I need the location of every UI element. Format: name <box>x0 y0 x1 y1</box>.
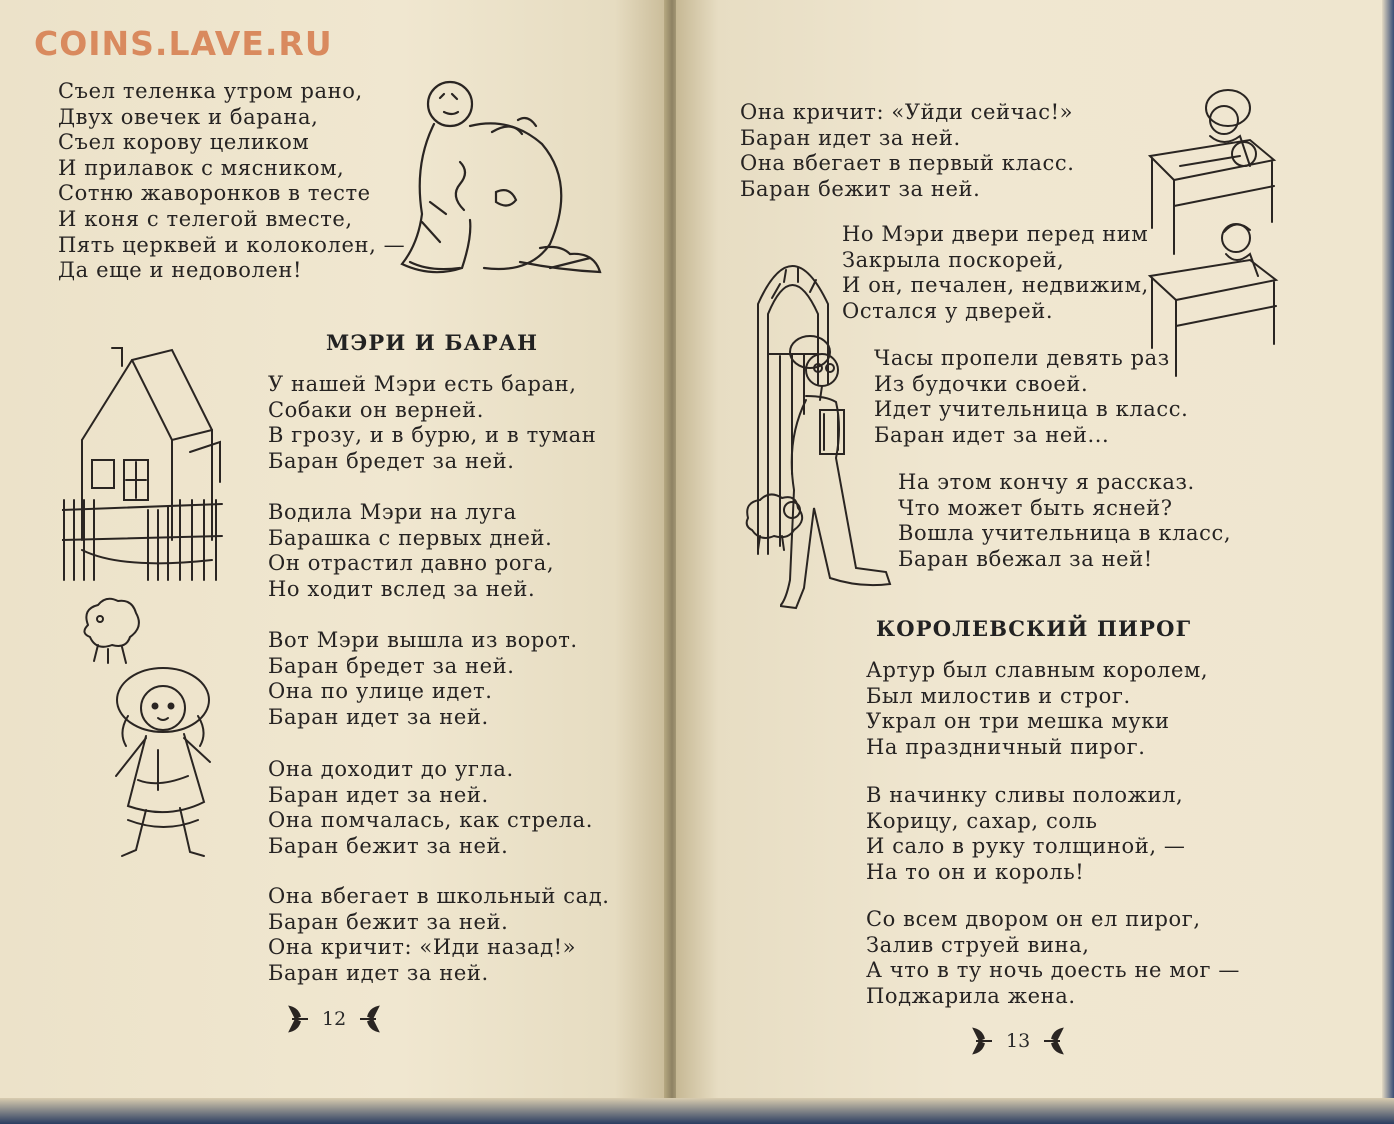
left-page <box>0 0 668 1124</box>
poem2-stanza <box>268 372 596 474</box>
verse-line: Закрыла поскорей, <box>842 247 1065 272</box>
poem2-stanza <box>268 884 610 986</box>
verse-line: Баран бредет за ней. <box>268 653 515 678</box>
verse-line: Баран идет за ней. <box>268 782 489 807</box>
sprig-right-icon <box>358 1005 380 1033</box>
verse-line: Съел теленка утром рано, <box>58 79 363 103</box>
page-number <box>972 1027 1064 1055</box>
poem-title: МЭРИ И БАРАН <box>326 330 539 355</box>
verse-line: Водила Мэри на луга <box>268 500 517 524</box>
verse-line: Она кричит: «Иди назад!» <box>268 935 577 960</box>
poem3-stanza <box>866 907 1240 1009</box>
poem-title: КОРОЛЕВСКИЙ ПИРОГ <box>876 616 1192 641</box>
sprig-right-icon <box>1042 1027 1064 1055</box>
verse-line: Был милостив и строг. <box>866 683 1131 708</box>
verse-line: И он, печален, недвижим, <box>842 273 1149 298</box>
poem2-stanza <box>898 470 1231 572</box>
verse-line: Сотню жаворонков в тесте <box>58 181 371 206</box>
verse-line: Она помчалась, как стрела. <box>268 808 594 833</box>
verse-line: Часы пропели девять раз <box>874 346 1170 370</box>
verse-line: Собаки он верней. <box>268 397 484 422</box>
verse-line: Он отрастил давно рога, <box>268 551 555 576</box>
sprig-left-icon <box>288 1005 310 1033</box>
verse-line: Корицу, сахар, соль <box>866 808 1098 833</box>
poem2-stanza <box>268 757 593 859</box>
verse-line: Идет учительница в класс. <box>874 397 1189 422</box>
verse-line: Баран идет за ней. <box>268 704 489 729</box>
verse-line: Съел корову целиком <box>58 130 310 155</box>
verse-line: Артур был славным королем, <box>866 658 1209 682</box>
verse-line: Она кричит: «Уйди сейчас!» <box>740 100 1074 124</box>
poem2-stanza <box>740 100 1075 202</box>
lamb-illustration <box>78 595 144 665</box>
mary-girl-illustration <box>108 660 218 876</box>
verse-line: Что может быть ясней? <box>898 495 1173 520</box>
verse-line: Баран идет за ней. <box>268 960 489 985</box>
verse-line: И прилавок с мясником, <box>58 155 345 180</box>
page-number-text: 13 <box>1006 1030 1031 1052</box>
poem2-stanza <box>874 346 1188 448</box>
book-edge <box>1382 0 1394 1124</box>
verse-line: Со всем двором он ел пирог, <box>866 907 1201 931</box>
verse-line: Вот Мэри вышла из ворот. <box>268 628 578 652</box>
verse-line: Баран бежит за ней. <box>268 909 509 934</box>
lamb-at-door-illustration <box>742 488 808 554</box>
verse-line: У нашей Мэри есть баран, <box>268 372 577 396</box>
verse-line: Остался у дверей. <box>842 298 1054 323</box>
verse-line: Поджарила жена. <box>866 983 1076 1008</box>
verse-line: Баран бредет за ней. <box>268 448 515 473</box>
verse-line: В начинку сливы положил, <box>866 783 1184 807</box>
verse-line: Из будочки своей. <box>874 371 1089 396</box>
watermark: COINS.LAVE.RU <box>34 24 333 63</box>
verse-line: Да еще и недоволен! <box>58 258 303 283</box>
sprig-left-icon <box>972 1027 994 1055</box>
verse-line: Двух овечек и барана, <box>58 104 319 129</box>
poem3-stanza <box>866 783 1186 885</box>
verse-line: Она вбегает в школьный сад. <box>268 884 610 908</box>
page-number <box>288 1005 380 1033</box>
verse-line: Барашка с первых дней. <box>268 525 553 550</box>
verse-line: Она вбегает в первый класс. <box>740 151 1075 176</box>
school-desks-illustration <box>1140 86 1290 386</box>
scan-bottom-edge <box>0 1098 1394 1124</box>
house-illustration <box>62 340 232 590</box>
verse-line: И сало в руку толщиной, — <box>866 834 1186 859</box>
verse-line: На праздничный пирог. <box>866 734 1146 759</box>
right-page <box>676 0 1382 1124</box>
verse-line: Баран идет за ней... <box>874 422 1110 447</box>
verse-line: Баран идет за ней. <box>740 125 961 150</box>
verse-line: Украл он три мешка муки <box>866 709 1170 734</box>
verse-line: И коня с телегой вместе, <box>58 206 353 231</box>
verse-line: В грозу, и в бурю, и в туман <box>268 423 597 448</box>
verse-line: На то он и король! <box>866 859 1085 884</box>
verse-line: На этом кончу я рассказ. <box>898 470 1195 494</box>
poem2-stanza <box>268 500 554 602</box>
verse-line: Но Мэри двери перед ним <box>842 222 1149 246</box>
poem1-stanza <box>58 79 405 284</box>
verse-line: Она по улице идет. <box>268 679 493 704</box>
verse-line: Баран вбежал за ней! <box>898 546 1153 571</box>
poem2-stanza <box>268 628 578 730</box>
verse-line: А что в ту ночь доесть не мог — <box>866 958 1241 983</box>
verse-line: Пять церквей и колоколен, — <box>58 232 406 257</box>
glutton-illustration <box>400 72 612 292</box>
verse-line: Баран бежит за ней. <box>268 833 509 858</box>
poem3-stanza <box>866 658 1208 760</box>
verse-line: Вошла учительница в класс, <box>898 521 1232 546</box>
verse-line: Но ходит вслед за ней. <box>268 576 536 601</box>
verse-line: Баран бежит за ней. <box>740 176 981 201</box>
poem2-stanza <box>842 222 1149 324</box>
verse-line: Она доходит до угла. <box>268 757 514 781</box>
verse-line: Залив струей вина, <box>866 932 1090 957</box>
page-number-text: 12 <box>322 1008 347 1030</box>
